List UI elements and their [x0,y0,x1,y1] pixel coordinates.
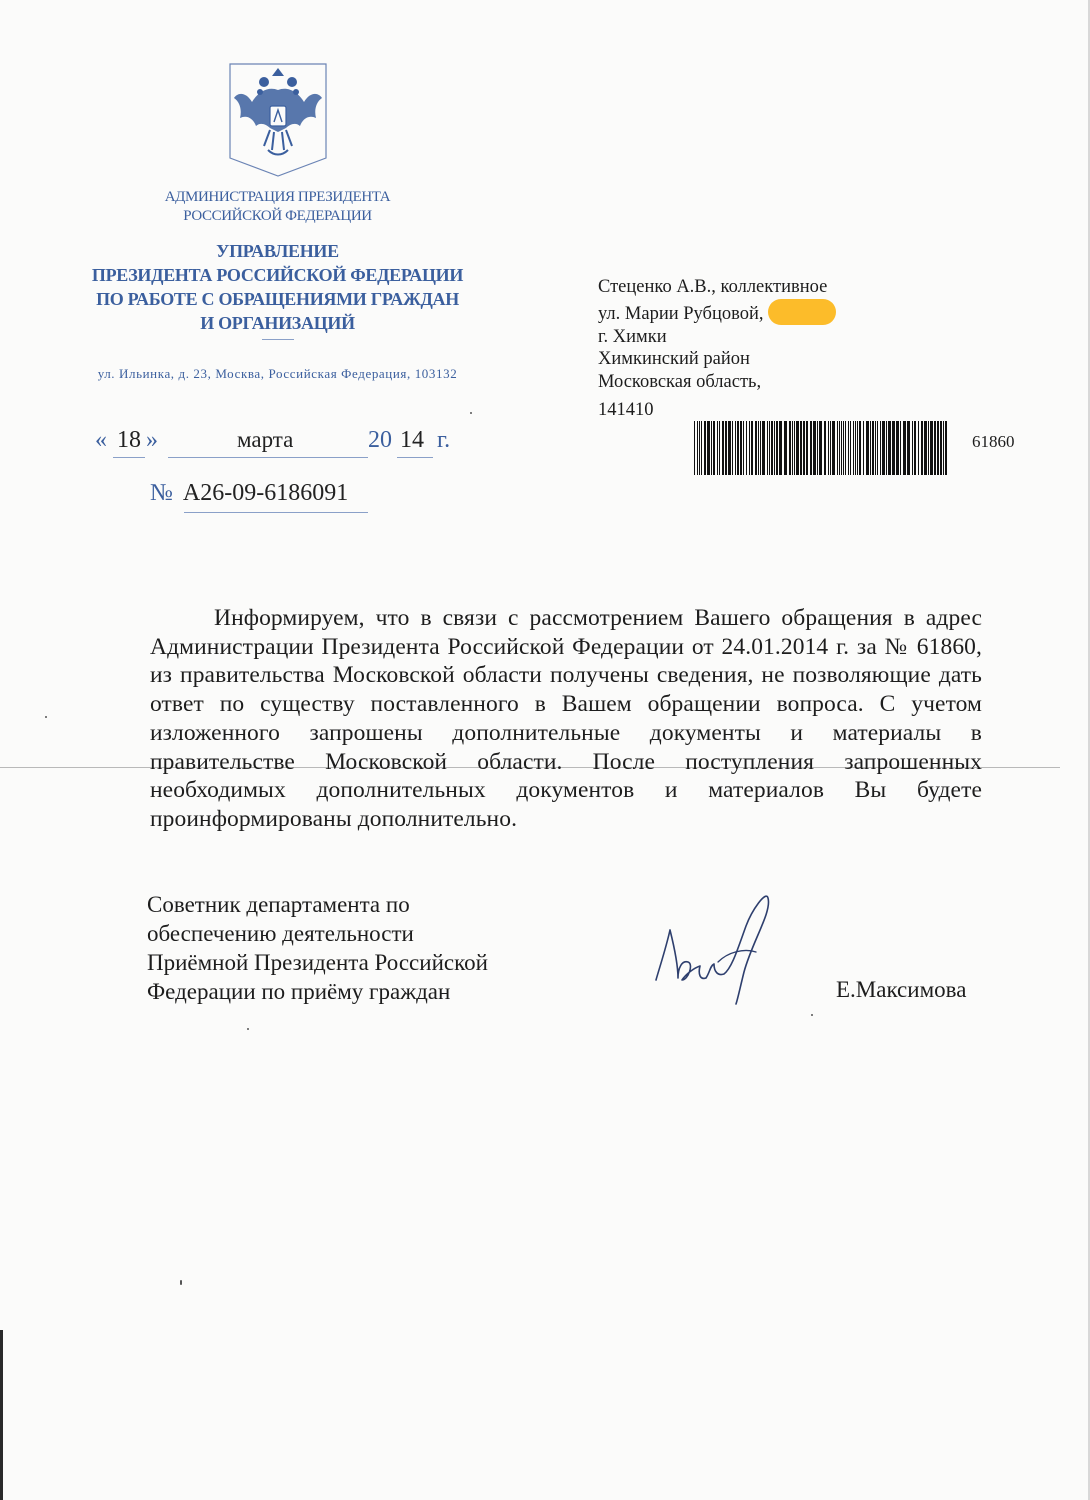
date-year-suffix: 14 [400,427,424,453]
department-title-line: ПО РАБОТЕ С ОБРАЩЕНИЯМИ ГРАЖДАН [96,289,459,309]
registration-label: № [150,480,173,506]
barcode-bar [792,421,793,475]
barcode [694,421,950,475]
barcode-bar [837,421,838,475]
recipient-address [598,276,836,394]
barcode-bar [796,421,799,475]
barcode-bar [719,421,720,475]
barcode-bar [728,421,731,475]
administration-title [60,188,495,226]
date-year-prefix: 20 [368,427,392,453]
scan-edge-shadow [0,1330,3,1500]
barcode-bar [779,421,782,475]
registration-number [150,480,348,507]
barcode-bar [758,421,759,475]
barcode-bar [845,421,846,475]
barcode-bar [875,421,876,475]
department-title [60,239,495,335]
barcode-bar [863,421,864,475]
barcode-bar [732,421,733,475]
barcode-bar [776,421,778,475]
barcode-bar [839,421,840,475]
barcode-bar [850,421,851,475]
barcode-bar [903,421,906,475]
barcode-bar [928,421,929,475]
administration-title-line: АДМИНИСТРАЦИЯ ПРЕЗИДЕНТА [164,189,391,205]
redaction-mark [768,299,836,325]
scan-speck [247,1028,249,1030]
registration-value: А26-09-6186091 [182,480,349,506]
signer-position-line: Федерации по приёму граждан [147,979,451,1004]
barcode-bar [855,421,856,475]
department-title-line: УПРАВЛЕНИЕ [216,241,339,261]
barcode-bar [722,421,724,475]
barcode-bar [880,421,881,475]
barcode-bar [828,421,829,475]
handwritten-signature [648,888,778,1008]
barcode-bar [912,421,913,475]
barcode-bar [740,421,742,475]
russian-coat-of-arms-icon [228,62,328,178]
barcode-bar [813,421,816,475]
department-title-line: И ОРГАНИЗАЦИЙ [200,313,355,333]
barcode-bar [843,421,844,475]
signer-position [147,890,488,1006]
signer-position-line: Советник департамента по [147,892,410,917]
date-month: марта [237,427,294,452]
recipient-street [598,299,836,326]
signer-position-line: Приёмной Президента Российской [147,950,488,975]
barcode-bar [774,421,775,475]
barcode-bar [789,421,791,475]
barcode-bar [888,421,891,475]
scan-speck [180,1280,182,1285]
barcode-bar [892,421,895,475]
barcode-bar [725,421,727,475]
barcode-bar [743,421,744,475]
barcode-bar [907,421,910,475]
barcode-bar [699,421,700,475]
barcode-bar [859,421,861,475]
barcode-bar [900,421,901,475]
barcode-bar [918,421,919,475]
barcode-bar [866,421,869,475]
barcode-bar [921,421,923,475]
scan-speck [45,716,47,718]
recipient-line: Московская область, [598,372,762,393]
date-day: 18 [117,427,141,453]
barcode-bar [784,421,787,475]
barcode-bar [800,421,802,475]
date-close-quote: » [146,427,158,453]
barcode-bar [751,421,753,475]
barcode-bar [819,421,822,475]
scan-speck [470,412,472,414]
barcode-bar [940,421,942,475]
barcode-bar [853,421,854,475]
letter-body: Информируем, что в связи с рассмотрением Вашего обращения в адрес Администрации Президента Российской Федерации от 24.01.2014 г. за № 61860, из правительства Московской области получены сведения, не позволяющие дать ответ по существу поставленного в Вашем обращении вопроса. С учетом изложенного запрошены дополнительные документы и материалы в правительстве Московской области. После поступления запрошенных необходимых дополнительных документов и материалов Вы будете проинформированы дополнительно. [150,605,982,832]
barcode-bar [872,421,874,475]
barcode-bar [707,421,710,475]
barcode-bar [717,421,718,475]
recipient-line: г. Химки [598,326,667,347]
barcode-bar [824,421,826,475]
date-day-underline [113,457,145,458]
barcode-bar [877,421,878,475]
barcode-bar [711,421,712,475]
barcode-bar [857,421,858,475]
barcode-bar [737,421,739,475]
barcode-bar [694,421,695,475]
barcode-bar [810,421,812,475]
recipient-line: Стеценко А.В., коллективное [598,277,828,297]
barcode-bar [701,421,702,475]
date-year-underline [397,457,433,458]
barcode-bar [749,421,750,475]
barcode-bar [841,421,842,475]
barcode-bar [713,421,715,475]
date-year-mark: г. [437,427,451,453]
barcode-bar [746,421,747,475]
barcode-bar [755,421,757,475]
barcode-bar [817,421,818,475]
barcode-bar [769,421,770,475]
recipient-line: Химкинский район [598,349,750,370]
recipient-street-text: ул. Марии Рубцовой, [598,303,764,324]
barcode-bar [930,421,933,475]
barcode-bar [794,421,795,475]
barcode-bar [832,421,835,475]
barcode-bar [767,421,768,475]
date-open-quote: « [95,427,107,453]
barcode-bar [943,421,944,475]
registration-underline [184,512,368,513]
barcode-bar [934,421,936,475]
letterhead-address: ул. Ильинка, д. 23, Москва, Российская Федерация, 103132 [97,366,458,381]
barcode-bar [806,421,808,475]
scan-speck [811,1014,813,1016]
barcode-number: 61860 [972,432,1015,451]
recipient-zip: 141410 [598,400,654,420]
barcode-bar [870,421,871,475]
barcode-bar [704,421,706,475]
administration-title-line: РОССИЙСКОЙ ФЕДЕРАЦИИ [183,208,372,224]
date-month-underline [168,457,368,458]
barcode-bar [924,421,927,475]
barcode-bar [945,421,947,475]
barcode-bar [896,421,899,475]
barcode-bar [914,421,916,475]
signer-name: Е.Максимова [836,977,967,1002]
letterhead-divider [262,339,294,340]
barcode-bar [848,421,849,475]
barcode-bar [762,421,765,475]
signer-position-line: обеспечению деятельности [147,921,414,946]
barcode-bar [697,421,698,475]
department-title-line: ПРЕЗИДЕНТА РОССИЙСКОЙ ФЕДЕРАЦИИ [91,265,464,285]
barcode-bar [886,421,887,475]
barcode-bar [882,421,885,475]
barcode-bar [830,421,831,475]
barcode-bar [803,421,805,475]
barcode-bar [760,421,761,475]
barcode-bar [735,421,736,475]
barcode-bar [937,421,939,475]
barcode-bar [771,421,773,475]
